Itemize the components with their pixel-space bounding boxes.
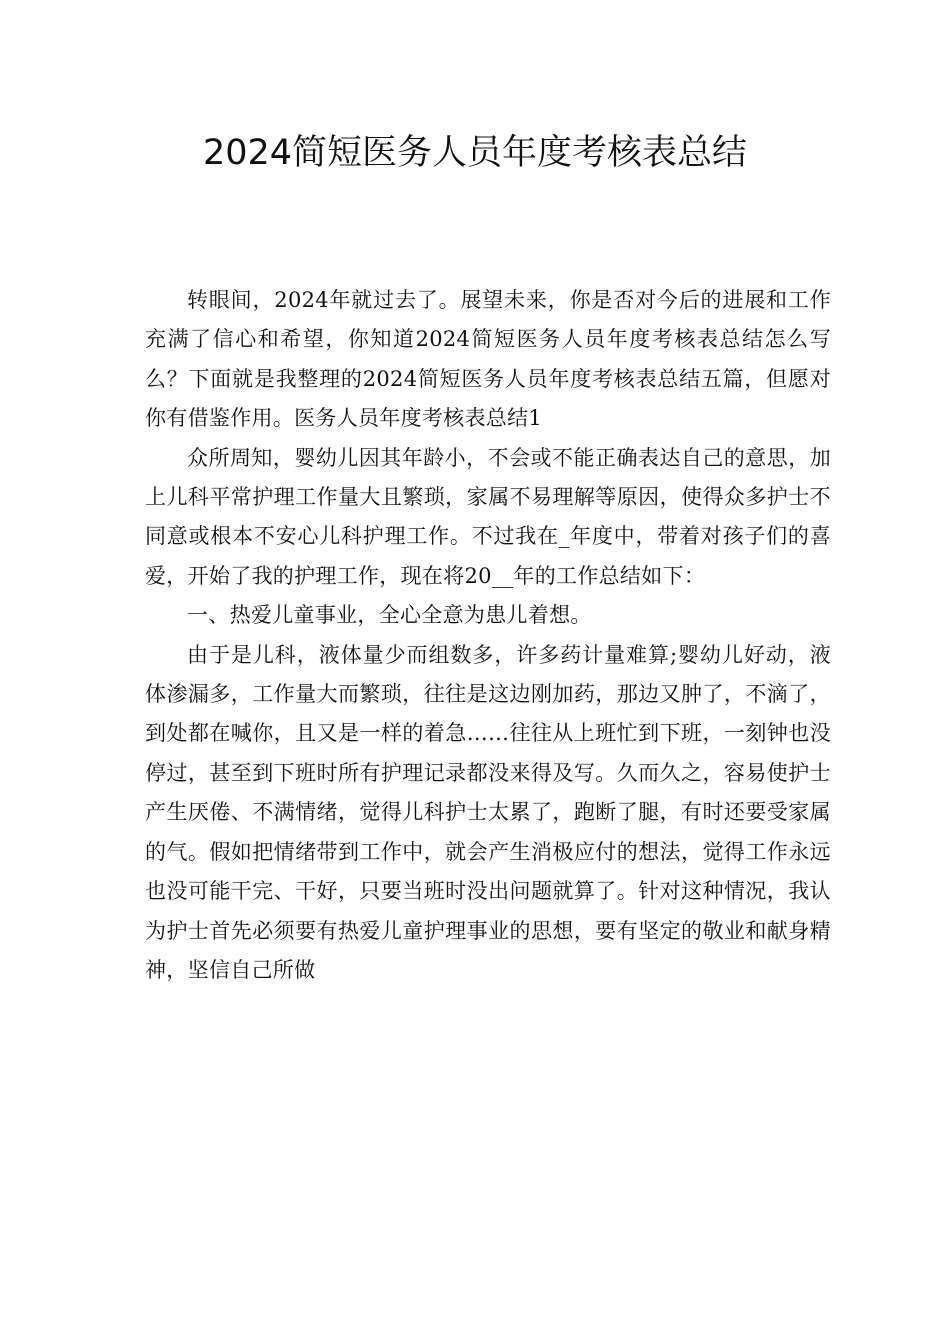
document-body — [145, 281, 831, 990]
paragraph-section-1: 由于是儿科，液体量少而组数多，许多药计量难算;婴幼儿好动，液体渗漏多，工作量大而繁琐，往往是这边刚加药，那边又肿了，不滴了，到处都在喊你，且又是一样的着急……往往从上班忙到下班，一刻钟也没停过，甚至到下班时所有护理记录都没来得及写。久而久之，容易使护士产生厌倦、不满情绪，觉得儿科护士太累了，跑断了腿，有时还要受家属的气。假如把情绪带到工作中，就会产生消极应付的想法，觉得工作永远也没可能干完、干好，只要当班时没出问题就算了。针对这种情况，我认为护士首先必须要有热爱儿童护理事业的思想，要有坚定的敬业和献身精神，坚信自己所做 — [145, 642, 831, 982]
document-title: 2024简短医务人员年度考核表总结 — [202, 133, 748, 173]
paragraph-intro: 转眼间，2024年就过去了。展望未来，你是否对今后的进展和工作充满了信心和希望，你知道2024简短医务人员年度考核表总结怎么写么？下面就是我整理的2024简短医务人员年度考核表总结五篇，但愿对你有借鉴作用。医务人员年度考核表总结1 — [145, 288, 831, 431]
paragraph-overview: 众所周知，婴幼儿因其年龄小，不会或不能正确表达自己的意思，加上儿科平常护理工作量大且繁琐，家属不易理解等原因，使得众多护士不同意或根本不安心儿科护理工作。不过我在_年度中，带着对孩子们的喜爱，开始了我的护理工作，现在将20__年的工作总结如下： — [145, 445, 831, 588]
section-heading-1: 一、热爱儿童事业，全心全意为患儿着想。 — [187, 603, 592, 628]
